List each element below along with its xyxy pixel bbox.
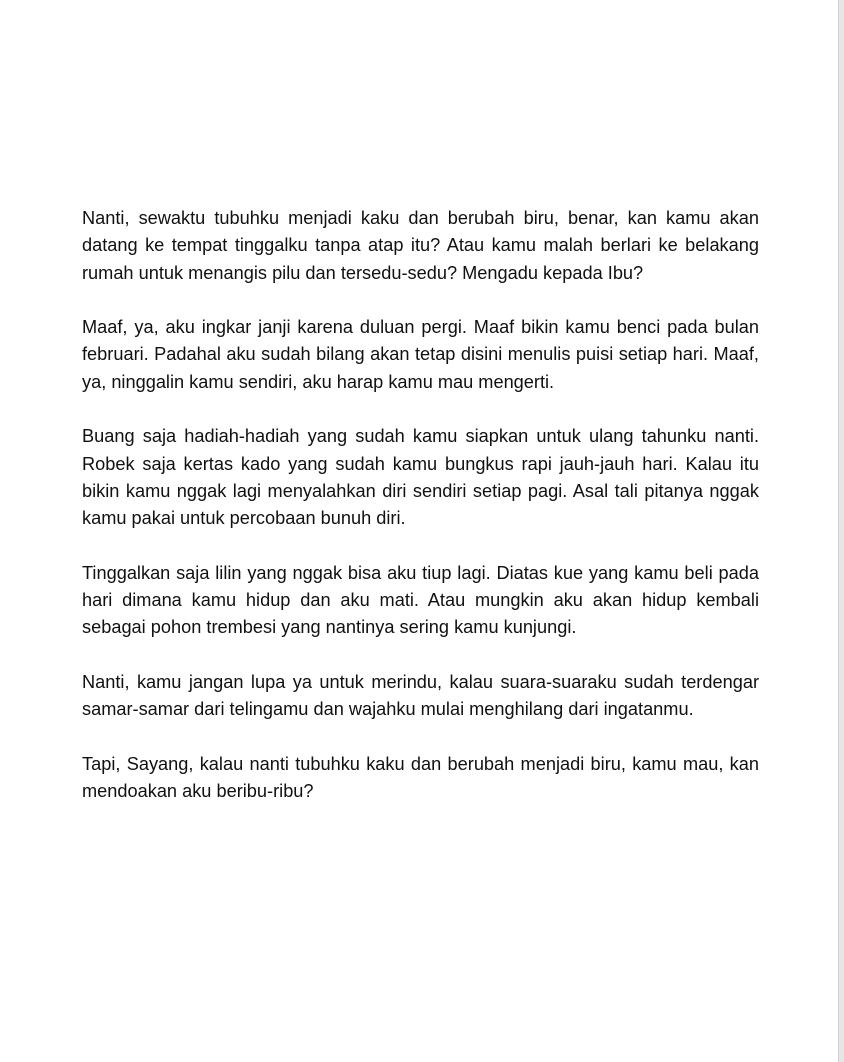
poem-stanza-3: Buang saja hadiah-hadiah yang sudah kamu siapkan untuk ulang tahunku nanti. Robek saja kertas kado yang sudah kamu bungkus rapi jauh-jauh hari. Kalau itu bikin kamu nggak lagi menyalahkan diri sendiri setiap pagi. Asal tali pitanya nggak kamu pakai untuk percobaan bunuh diri. — [82, 426, 759, 529]
poem-stanza-5: Nanti, kamu jangan lupa ya untuk merindu, kalau suara-suaraku sudah terdengar samar-samar dari telingamu dan wajahku mulai menghilang dari ingatanmu. — [82, 672, 759, 720]
page-edge-divider — [838, 0, 844, 1062]
poem-stanza-2: Maaf, ya, aku ingkar janji karena duluan pergi. Maaf bikin kamu benci pada bulan februari. Padahal aku sudah bilang akan tetap disini menulis puisi setiap hari. Maaf, ya, ninggalin kamu sendiri, aku harap kamu mau mengerti. — [82, 317, 759, 392]
poem-stanza-4: Tinggalkan saja lilin yang nggak bisa aku tiup lagi. Diatas kue yang kamu beli pada hari dimana kamu hidup dan aku mati. Atau mungkin aku akan hidup kembali sebagai pohon trembesi yang nantinya sering kamu kunjungi. — [82, 562, 759, 638]
poem-body — [82, 205, 759, 806]
poem-stanza-1: Nanti, sewaktu tubuhku menjadi kaku dan berubah biru, benar, kan kamu akan datang ke tempat tinggalku tanpa atap itu? Atau kamu malah berlari ke belakang rumah untuk menangis pilu dan tersedu-sedu? Mengadu kepada Ibu? — [82, 208, 759, 283]
poem-stanza-6: Tapi, Sayang, kalau nanti tubuhku kaku dan berubah menjadi biru, kamu mau, kan mendoakan aku beribu-ribu? — [82, 753, 759, 802]
